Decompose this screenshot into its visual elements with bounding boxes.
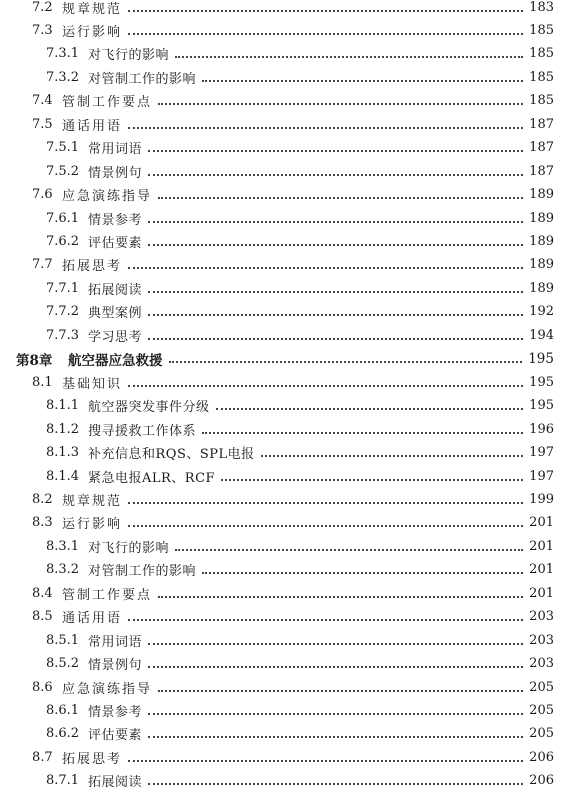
toc-entry-page-number: 189 [529, 257, 554, 273]
dot-leader [261, 454, 524, 457]
toc-entry[interactable] [0, 371, 580, 393]
toc-entry-title: 常用词语 [88, 142, 143, 158]
toc-entry[interactable] [0, 606, 580, 628]
dot-leader [148, 243, 523, 246]
toc-entry[interactable] [0, 137, 580, 159]
dot-leader [148, 642, 523, 645]
toc-entry-title: 对飞行的影响 [88, 540, 170, 556]
toc-entry-number: 8.6.1 [46, 703, 80, 718]
toc-entry-title: 运行影响 [62, 517, 123, 533]
toc-entry-number: 7.7.1 [46, 280, 80, 296]
toc-entry[interactable] [0, 488, 580, 510]
toc-entry-title: 补充信息和RQS、SPL电报 [88, 447, 255, 463]
toc-entry-title: 典型案例 [88, 306, 143, 322]
dot-leader [128, 32, 523, 35]
toc-entry[interactable] [0, 512, 580, 534]
dot-leader [148, 337, 523, 340]
toc-entry[interactable] [0, 535, 580, 557]
toc-entry-title: 常用词语 [88, 634, 143, 650]
toc-entry-page-number: 206 [529, 749, 554, 765]
toc-entry-number: 7.6 [32, 187, 53, 203]
toc-entry-page-number: 189 [529, 187, 554, 203]
toc-entry-number: 8.1.2 [46, 421, 80, 437]
toc-entry-title: 情景参考 [88, 212, 143, 228]
toc-entry[interactable] [0, 723, 580, 745]
toc-entry[interactable] [0, 160, 580, 182]
dot-leader [128, 384, 523, 387]
toc-entry-title: 拓展阅读 [88, 775, 143, 791]
toc-entry-title: 对飞行的影响 [88, 48, 170, 64]
toc-entry-number: 7.7 [32, 257, 53, 273]
toc-entry-number: 8.1 [32, 374, 53, 390]
toc-entry-number: 8.3 [32, 515, 53, 531]
toc-entry-page-number: 199 [529, 491, 554, 507]
dot-leader [148, 290, 523, 293]
toc-entry-page-number: 192 [529, 304, 554, 320]
toc-entry-number: 8.5.2 [46, 656, 80, 672]
dot-leader [169, 360, 523, 363]
toc-entry-number: 7.7.3 [46, 327, 80, 343]
toc-entry-page-number: 185 [529, 22, 554, 38]
toc-entry-title: 对管制工作的影响 [88, 564, 197, 580]
toc-entry[interactable] [0, 629, 580, 651]
toc-entry-number: 7.7.2 [46, 304, 80, 320]
toc-entry-page-number: 203 [529, 656, 554, 672]
toc-entry-title: 对管制工作的影响 [88, 71, 197, 87]
toc-entry-page-number: 189 [529, 280, 554, 296]
toc-entry-number: 7.6.2 [46, 234, 80, 249]
toc-entry-number: 8.7 [32, 749, 53, 765]
toc-entry-title: 应急演练指导 [62, 681, 153, 697]
toc-entry[interactable] [0, 653, 580, 675]
toc-entry[interactable] [0, 301, 580, 323]
toc-entry[interactable] [0, 254, 580, 276]
toc-entry-page-number: 201 [529, 562, 554, 578]
toc-entry-page-number: 205 [529, 726, 554, 742]
toc-entry-title: 评估要素 [88, 728, 143, 744]
dot-leader [216, 407, 524, 410]
toc-chapter-entry[interactable] [0, 348, 580, 370]
dot-leader [148, 220, 523, 223]
toc-entry-page-number: 205 [529, 679, 554, 695]
toc-entry-page-number: 196 [529, 421, 554, 437]
dot-leader [148, 782, 523, 785]
toc-entry[interactable] [0, 676, 580, 698]
toc-entry-title: 情景例句 [88, 165, 143, 181]
toc-entry-title: 紧急电报ALR、RCF [88, 470, 216, 486]
toc-entry[interactable] [0, 746, 580, 768]
toc-entry-title: 规章规范 [62, 1, 123, 17]
toc-entry-number: 8.7.1 [46, 773, 80, 789]
dot-leader [128, 266, 523, 269]
toc-entry-number: 7.4 [32, 93, 53, 109]
dot-leader [158, 689, 523, 692]
toc-entry-page-number: 206 [529, 773, 554, 789]
dot-leader [148, 665, 523, 668]
toc-entry-number: 8.1.3 [46, 445, 80, 461]
toc-entry-title: 运行影响 [62, 24, 123, 40]
toc-entry[interactable] [0, 395, 580, 417]
toc-entry-page-number: 187 [529, 116, 554, 132]
dot-leader [128, 524, 523, 527]
dot-leader [128, 9, 523, 12]
toc-entry-title: 学习思考 [88, 329, 143, 345]
dot-leader [158, 102, 523, 105]
toc-entry-title: 通话用语 [62, 611, 123, 627]
dot-leader [175, 55, 523, 58]
toc-entry[interactable] [0, 465, 580, 487]
toc-entry-page-number: 187 [529, 140, 554, 156]
toc-entry[interactable] [0, 582, 580, 604]
toc-entry[interactable] [0, 184, 580, 206]
toc-entry-page-number: 201 [529, 515, 554, 531]
dot-leader [158, 595, 523, 598]
toc-entry-number: 8.2 [32, 491, 53, 507]
dot-leader [148, 735, 523, 738]
dot-leader [128, 126, 523, 129]
dot-leader [202, 571, 523, 574]
toc-entry-title: 管制工作要点 [62, 95, 153, 111]
toc-entry-number: 7.5.1 [46, 140, 80, 156]
dot-leader [128, 618, 523, 621]
toc-entry-title: 基础知识 [62, 376, 123, 392]
toc-entry-page-number: 189 [529, 210, 554, 226]
toc-entry-number: 8.3.2 [46, 562, 80, 578]
toc-entry-page-number: 183 [529, 0, 554, 15]
toc-entry-title: 搜寻援救工作体系 [88, 423, 197, 439]
toc-entry-number: 7.3 [32, 22, 53, 38]
dot-leader [221, 478, 523, 481]
toc-entry-number: 7.3.2 [46, 69, 80, 85]
toc-entry-number: 7.2 [32, 0, 53, 15]
toc-entry-page-number: 195 [529, 398, 554, 414]
toc-entry-title: 拓展思考 [62, 751, 123, 767]
toc-entry[interactable] [0, 442, 580, 464]
toc-entry-number: 8.6 [32, 679, 53, 695]
toc-entry-number: 8.1.1 [46, 398, 80, 414]
toc-entry[interactable] [0, 113, 580, 135]
dot-leader [202, 431, 523, 434]
toc-entry-title: 情景例句 [88, 658, 143, 674]
toc-entry-title: 情景参考 [88, 705, 143, 720]
toc-entry-page-number: 203 [529, 632, 554, 648]
toc-entry[interactable] [0, 700, 580, 722]
toc-entry-number: 7.5 [32, 116, 53, 132]
toc-entry[interactable] [0, 19, 580, 41]
toc-entry-number: 7.5.2 [46, 163, 80, 179]
toc-entry[interactable] [0, 207, 580, 229]
dot-leader [158, 196, 523, 199]
dot-leader [148, 149, 523, 152]
toc-entry-title: 评估要素 [88, 236, 143, 251]
toc-entry-page-number: 187 [529, 163, 554, 179]
toc-entry-page-number: 205 [529, 703, 554, 718]
toc-entry-number: 8.4 [32, 585, 53, 601]
toc-entry-title: 拓展阅读 [88, 282, 143, 298]
toc-entry-number: 8.3.1 [46, 538, 80, 554]
dot-leader [148, 712, 523, 715]
toc-entry[interactable] [0, 559, 580, 581]
dot-leader [148, 173, 523, 176]
toc-entry-page-number: 194 [529, 327, 554, 343]
toc-entry[interactable] [0, 277, 580, 299]
dot-leader [148, 313, 523, 316]
toc-entry-number: 8.1.4 [46, 468, 80, 484]
toc-entry-page-number: 201 [529, 538, 554, 554]
toc-entry[interactable] [0, 43, 580, 65]
toc-entry-page-number: 185 [529, 93, 554, 109]
toc-entry-page-number: 185 [529, 69, 554, 85]
toc-entry-title: 通话用语 [62, 118, 123, 134]
toc-entry-page-number: 203 [529, 609, 554, 625]
toc-entry-title: 管制工作要点 [62, 587, 153, 603]
toc-entry[interactable] [0, 90, 580, 112]
toc-entry-page-number: 185 [529, 46, 554, 62]
toc-entry-number: 8.6.2 [46, 726, 80, 742]
dot-leader [128, 759, 523, 762]
toc-entry-number: 7.3.1 [46, 46, 80, 62]
toc-entry-title: 应急演练指导 [62, 189, 153, 205]
toc-entry-title: 航空器应急救援 [68, 352, 163, 369]
toc-entry[interactable] [0, 418, 580, 440]
toc-entry[interactable] [0, 231, 580, 253]
dot-leader [175, 548, 523, 551]
toc-entry-page-number: 197 [529, 445, 554, 461]
toc-entry-page-number: 197 [529, 468, 554, 484]
toc-entry-page-number: 195 [529, 374, 554, 390]
toc-entry[interactable] [0, 0, 580, 18]
toc-entry-title: 规章规范 [62, 493, 123, 509]
toc-entry-number: 7.6.1 [46, 210, 80, 226]
dot-leader [128, 501, 523, 504]
toc-entry-number: 8.5.1 [46, 632, 80, 648]
toc-entry-number: 第8章 [16, 352, 53, 369]
toc-entry-page-number: 189 [529, 234, 554, 249]
toc-entry-number: 8.5 [32, 609, 53, 625]
toc-entry-page-number: 195 [528, 350, 554, 367]
toc-entry[interactable] [0, 770, 580, 792]
toc-entry[interactable] [0, 66, 580, 88]
toc-entry[interactable] [0, 324, 580, 346]
dot-leader [202, 79, 523, 82]
toc-entry-title: 拓展思考 [62, 259, 123, 275]
toc-entry-page-number: 201 [529, 585, 554, 601]
toc-entry-title: 航空器突发事件分级 [88, 400, 210, 416]
